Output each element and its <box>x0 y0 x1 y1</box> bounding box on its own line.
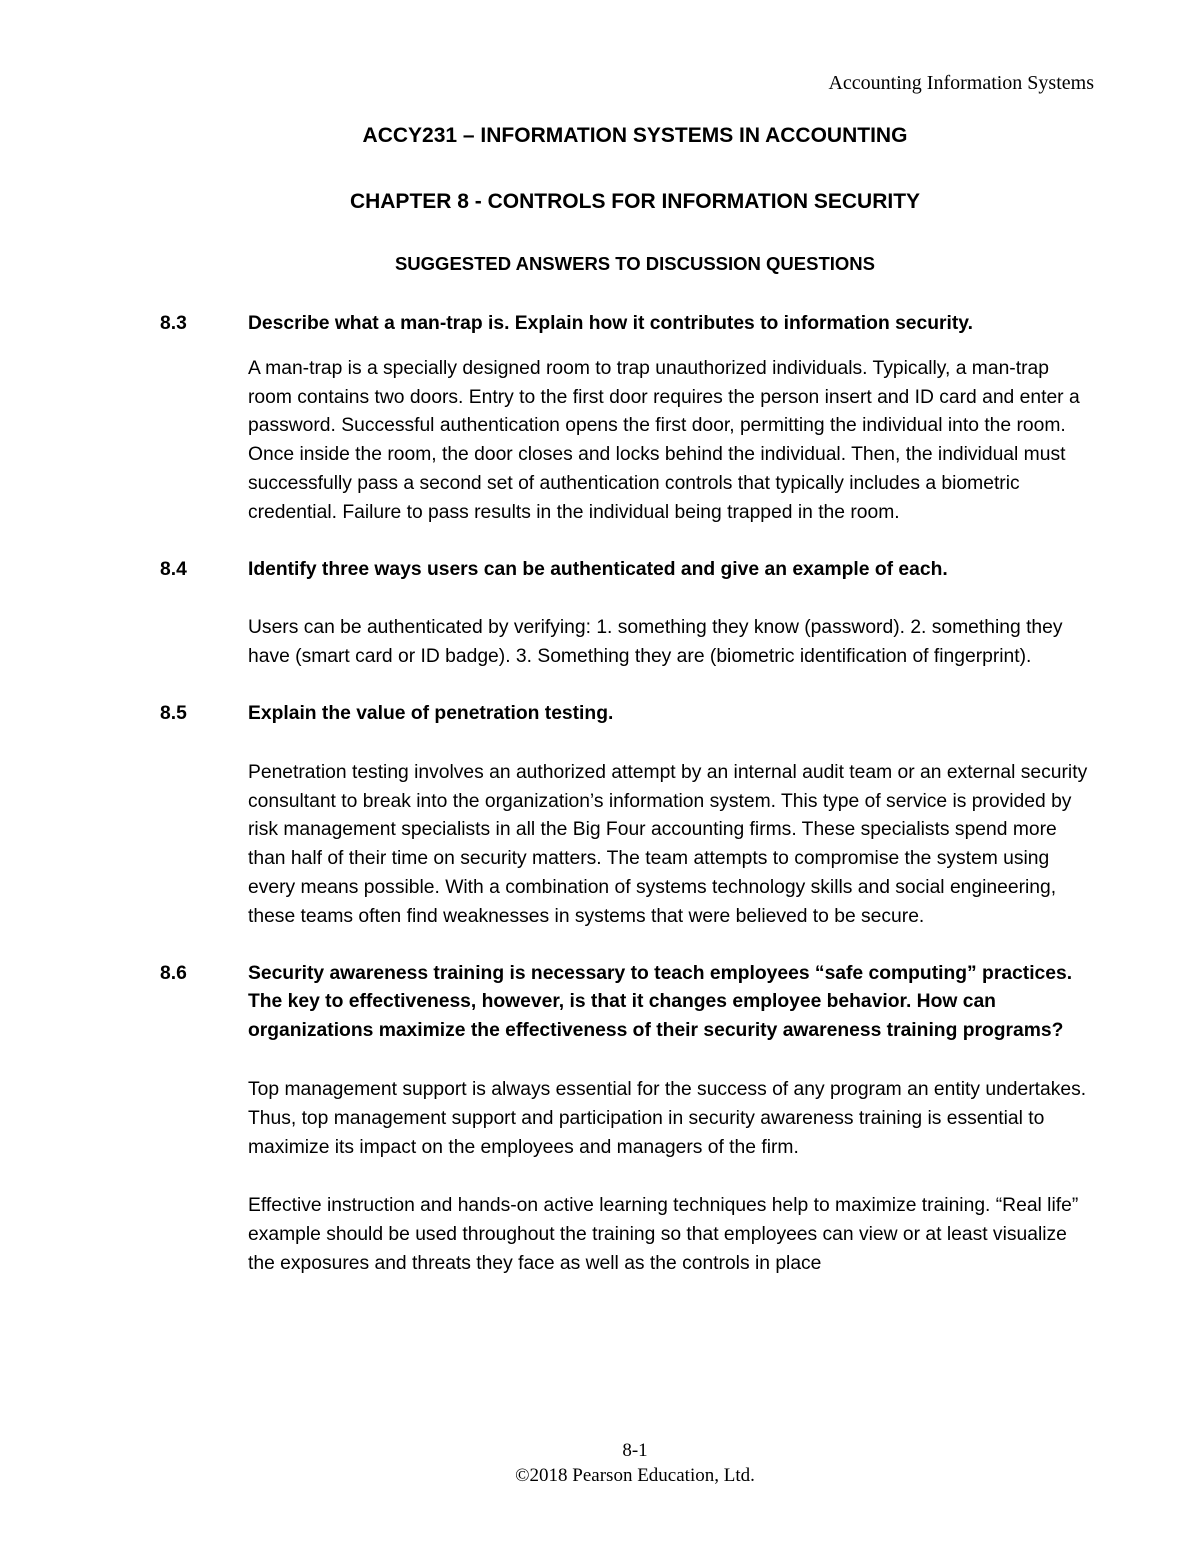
copyright-notice: ©2018 Pearson Education, Ltd. <box>515 1465 755 1486</box>
answer-paragraph: A man-trap is a specially designed room to trap unauthorized individuals. Typically, a man-trap room contains two doors. Entry to the first door requires the person insert and ID card and enter a password. Successful authentication opens the first door, permitting the individual into the room. Once inside the room, the door closes and locks behind the individual. Then, the individual must successfully pass a second set of authentication controls that typically includes a biometric credential. Failure to pass results in the individual being trapped in the room. <box>248 357 1080 523</box>
question-number: 8.5 <box>160 702 187 724</box>
page-number: 8-1 <box>622 1440 648 1461</box>
question-text: Security awareness training is necessary to teach employees “safe computing” practices. The key to effectiveness, however, is that it changes employee behavior. How can organizations maximize the effectiveness of their security awareness training programs? <box>248 962 1073 1042</box>
section-title: SUGGESTED ANSWERS TO DISCUSSION QUESTIONS <box>394 253 876 274</box>
question-8-3 <box>160 310 1120 339</box>
answer-paragraph: Effective instruction and hands-on active learning techniques help to maximize training. “Real life” example should be used throughout the training so that employees can view or at least visualize the exposures and threats they face as well as the controls in place <box>248 1195 1079 1274</box>
question-text: Explain the value of penetration testing. <box>248 702 614 724</box>
answer-paragraph: Users can be authenticated by verifying: 1. something they know (password). 2. something they have (smart card or ID badge). 3. Something they are (biometric identification of fingerprint). <box>248 617 1063 668</box>
question-number: 8.6 <box>160 962 187 984</box>
question-8-4 <box>160 556 1120 585</box>
question-number: 8.4 <box>160 558 187 580</box>
chapter-title: CHAPTER 8 - CONTROLS FOR INFORMATION SECURITY <box>349 190 921 213</box>
answer-paragraph: Penetration testing involves an authorized attempt by an internal audit team or an external security consultant to break into the organization’s information system. This type of service is provided by risk management specialists in all the Big Four accounting firms. These specialists spend more than half of their time on security matters. The team attempts to compromise the system using every means possible. With a combination of systems technology skills and social engineering, these teams often find weaknesses in systems that were believed to be secure. <box>248 761 1088 927</box>
running-header: Accounting Information Systems <box>828 72 1094 94</box>
question-8-5 <box>160 700 1120 729</box>
question-text: Describe what a man-trap is. Explain how it contributes to information security. <box>248 313 973 334</box>
question-number: 8.3 <box>160 313 187 334</box>
question-8-6 <box>160 960 1120 1046</box>
course-title: ACCY231 – INFORMATION SYSTEMS IN ACCOUNTING <box>362 124 908 147</box>
document-body <box>160 310 1120 1279</box>
answer-paragraph: Top management support is always essential for the success of any program an entity undertakes. Thus, top management support and participation in security awareness training is essential to maximize its impact on the employees and managers of the firm. <box>248 1078 1087 1158</box>
question-text: Identify three ways users can be authenticated and give an example of each. <box>248 558 948 580</box>
